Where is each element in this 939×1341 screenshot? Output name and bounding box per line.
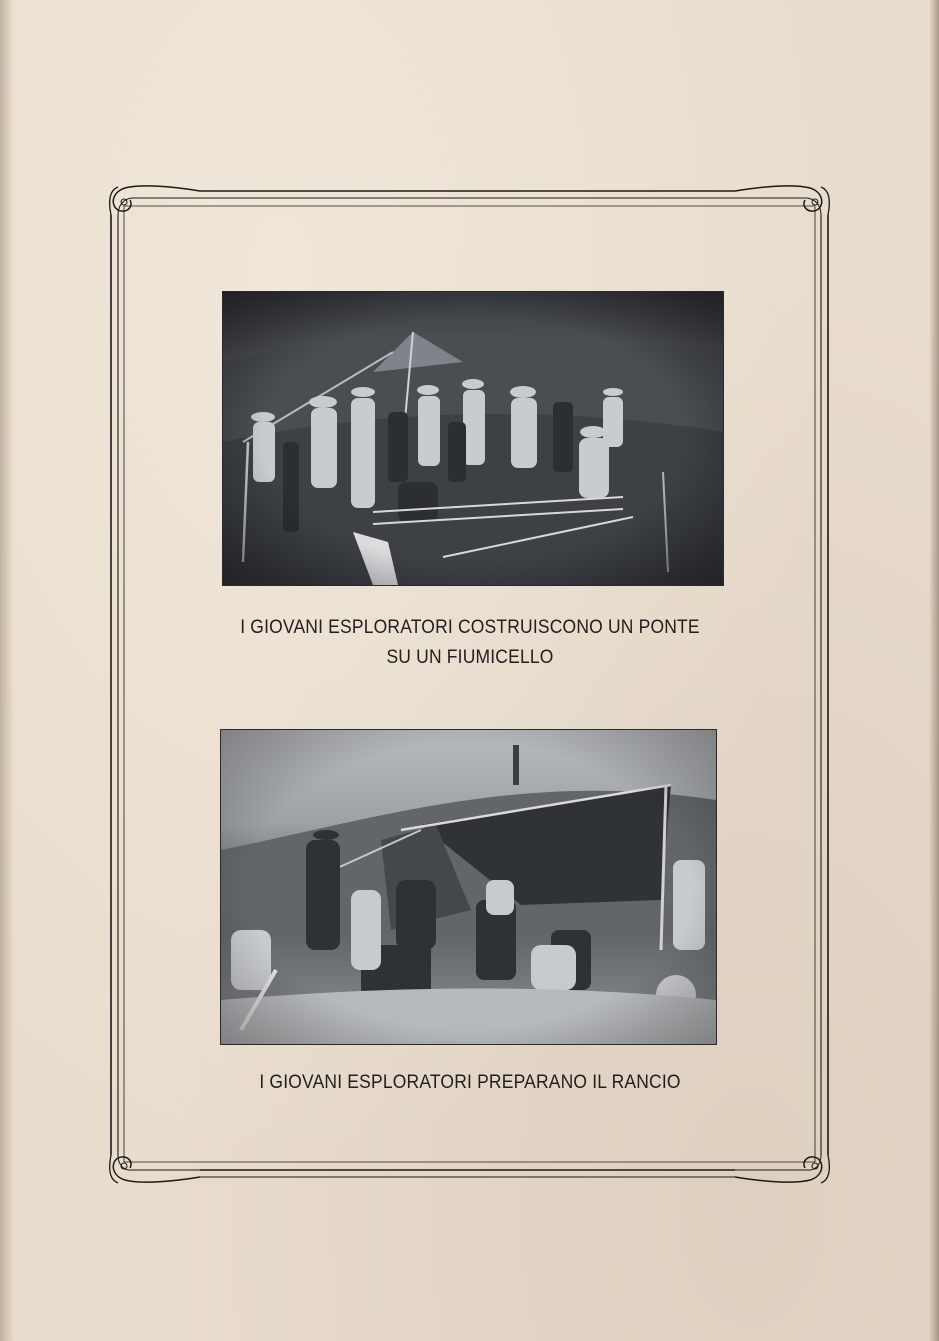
figure-1-caption-line-2: SU UN FIUMICELLO — [386, 647, 554, 668]
figure-2-caption — [148, 1068, 792, 1098]
figure-1-caption-line-1: I GIOVANI ESPLORATORI COSTRUISCONO UN PONTE — [240, 617, 700, 638]
figure-2-caption-line-1: I GIOVANI ESPLORATORI PREPARANO IL RANCIO — [259, 1072, 681, 1093]
photo-preparing-meal — [220, 729, 717, 1045]
photo-bridge-building — [222, 291, 724, 586]
figure-1-caption — [148, 613, 792, 673]
